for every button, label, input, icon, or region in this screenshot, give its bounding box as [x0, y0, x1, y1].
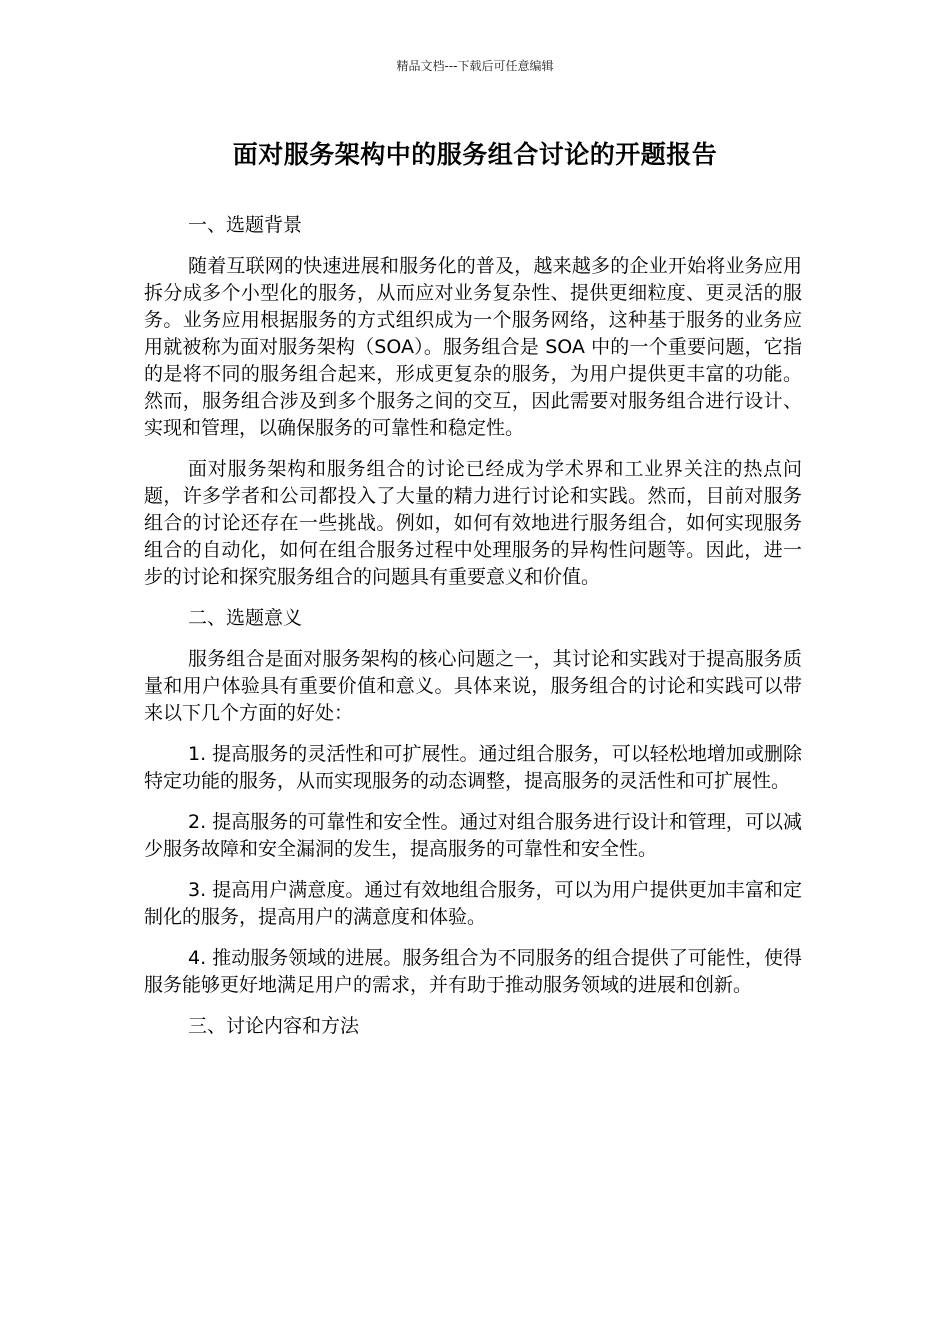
list-item-2: 2. 提高服务的可靠性和安全性。通过对组合服务进行设计和管理，可以减少服务故障和安全漏洞的发生，提高服务的可靠性和安全性。	[144, 811, 802, 860]
paragraph-background-2: 面对服务架构和服务组合的讨论已经成为学术界和工业界关注的热点问题，许多学者和公司都投入了大量的精力进行讨论和实践。然而，目前对服务组合的讨论还存在一些挑战。例如，如何有效地进行服务组合，如何实现服务组合的自动化，如何在组合服务过程中处理服务的异构性问题等。因此，进一步的讨论和探究服务组合的问题具有重要意义和价值。	[144, 458, 802, 588]
list-item-1: 1. 提高服务的灵活性和可扩展性。通过组合服务，可以轻松地增加或删除特定功能的服务，从而实现服务的动态调整，提高服务的灵活性和可扩展性。	[144, 743, 802, 792]
list-item-4: 4. 推动服务领域的进展。服务组合为不同服务的组合提供了可能性，使得服务能够更好地满足用户的需求，并有助于推动服务领域的进展和创新。	[144, 947, 802, 996]
document-body	[144, 212, 802, 1054]
paragraph-significance-intro: 服务组合是面对服务架构的核心问题之一，其讨论和实践对于提高服务质量和用户体验具有重要价值和意义。具体来说，服务组合的讨论和实践可以带来以下几个方面的好处：	[144, 648, 802, 724]
section-heading-content-method: 三、讨论内容和方法	[188, 1015, 360, 1037]
paragraph-background-1: 随着互联网的快速进展和服务化的普及，越来越多的企业开始将业务应用拆分成多个小型化的服务，从而应对业务复杂性、提供更细粒度、更灵活的服务。业务应用根据服务的方式组织成为一个服务网络，这种基于服务的业务应用就被称为面对服务架构（SOA）。服务组合是 SOA 中的一个重要问题，它指的是将不同的服务组合起来，形成更复杂的服务，为用户提供更丰富的功能。然而，服务组合涉及到多个服务之间的交互，因此需要对服务组合进行设计、实现和管理，以确保服务的可靠性和稳定性。	[144, 255, 802, 439]
section-heading-significance: 二、选题意义	[188, 607, 303, 629]
document-title: 面对服务架构中的服务组合讨论的开题报告	[232, 140, 718, 169]
header-note: 精品文档---下载后可任意编辑	[396, 59, 554, 73]
list-item-3: 3. 提高用户满意度。通过有效地组合服务，可以为用户提供更加丰富和定制化的服务，提高用户的满意度和体验。	[144, 879, 802, 928]
section-heading-background: 一、选题背景	[188, 214, 303, 236]
